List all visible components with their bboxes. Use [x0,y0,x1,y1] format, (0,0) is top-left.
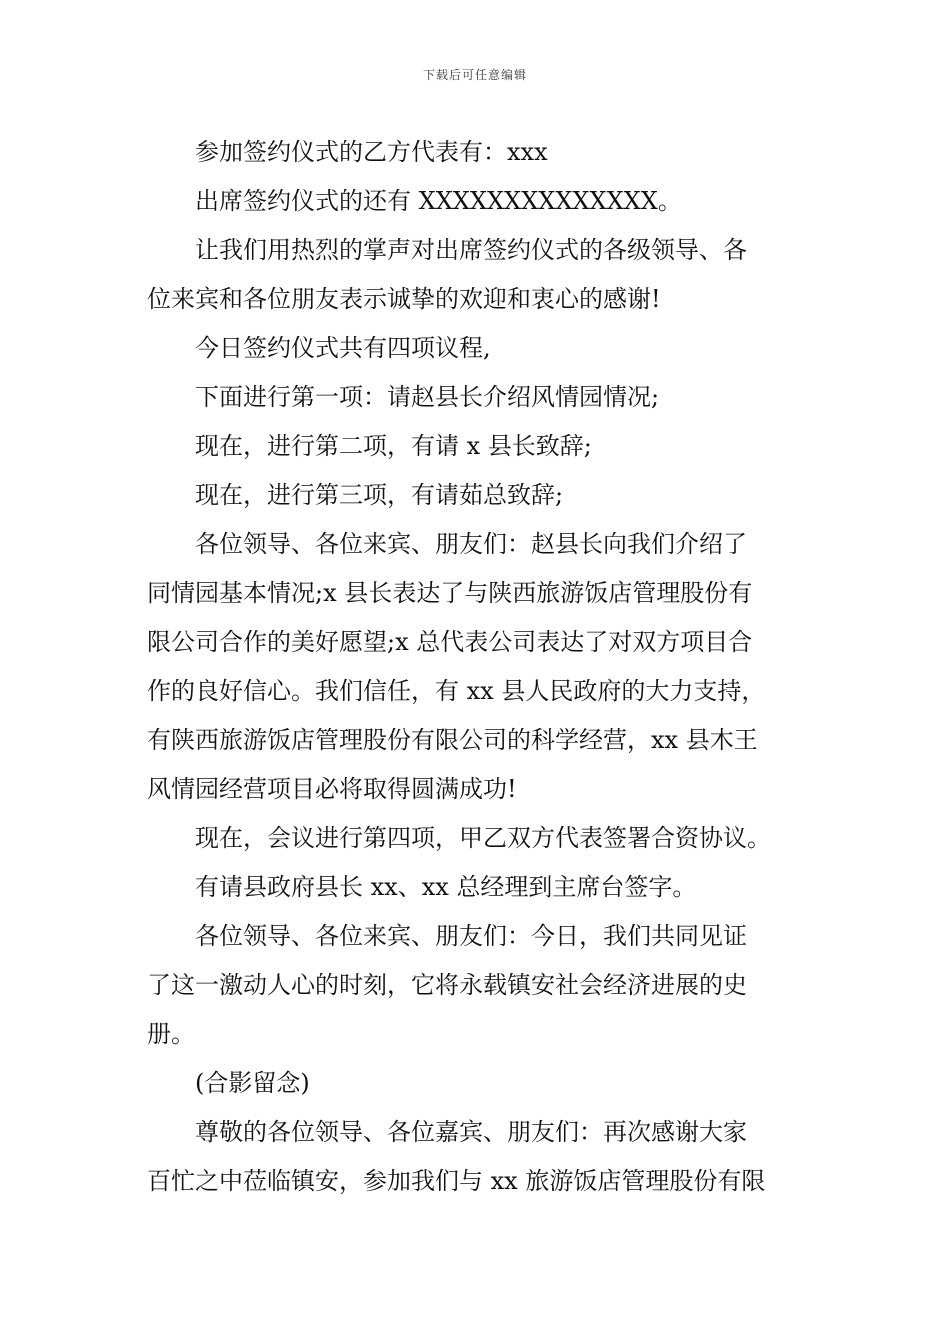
paragraph-line: 了这一激动人心的时刻，它将永载镇安社会经济进展的史 [147,971,747,999]
paragraph-line: 今日签约仪式共有四项议程, [195,334,491,362]
paragraph-line: 让我们用热烈的掌声对出席签约仪式的各级领导、各 [195,236,747,264]
paragraph-line: 有陕西旅游饭店管理股份有限公司的科学经营，xx 县木王 [147,726,758,754]
paragraph-line: 位来宾和各位朋友表示诚挚的欢迎和衷心的感谢! [147,285,661,313]
paragraph-line: 限公司合作的美好愿望;x 总代表公司表达了对双方项目合 [147,628,753,656]
paragraph-line: 出席签约仪式的还有 XXXXXXXXXXXXXX。 [195,187,682,215]
paragraph-line: 现在，进行第三项，有请茹总致辞; [195,481,564,509]
paragraph-line: 风情园经营项目必将取得圆满成功! [147,775,517,803]
document-body [147,128,817,1206]
header-note: 下载后可任意编辑 [422,68,527,82]
paragraph-line: 同情园基本情况;x 县长表达了与陕西旅游饭店管理股份有 [147,579,753,607]
paragraph-line: 尊敬的各位领导、各位嘉宾、朋友们：再次感谢大家 [195,1118,747,1146]
paragraph-line: 册。 [147,1020,195,1048]
paragraph-line: 作的良好信心。我们信任，有 xx 县人民政府的大力支持， [147,677,766,705]
paragraph-line: 现在，会议进行第四项，甲乙双方代表签署合资协议。 [195,824,771,852]
paragraph-line: 现在，进行第二项，有请 x 县长致辞; [195,432,592,460]
paragraph-line: 下面进行第一项：请赵县长介绍风情园情况; [195,383,660,411]
paragraph-line: 百忙之中莅临镇安，参加我们与 xx 旅游饭店管理股份有限 [147,1167,766,1195]
paragraph-line: 各位领导、各位来宾、朋友们：赵县长向我们介绍了 [195,530,747,558]
paragraph-line: (合影留念) [195,1069,310,1097]
paragraph-line: 各位领导、各位来宾、朋友们：今日，我们共同见证 [195,922,747,950]
paragraph-line: 有请县政府县长 xx、xx 总经理到主席台签字。 [195,873,697,901]
paragraph-line: 参加签约仪式的乙方代表有：xxx [195,138,548,166]
